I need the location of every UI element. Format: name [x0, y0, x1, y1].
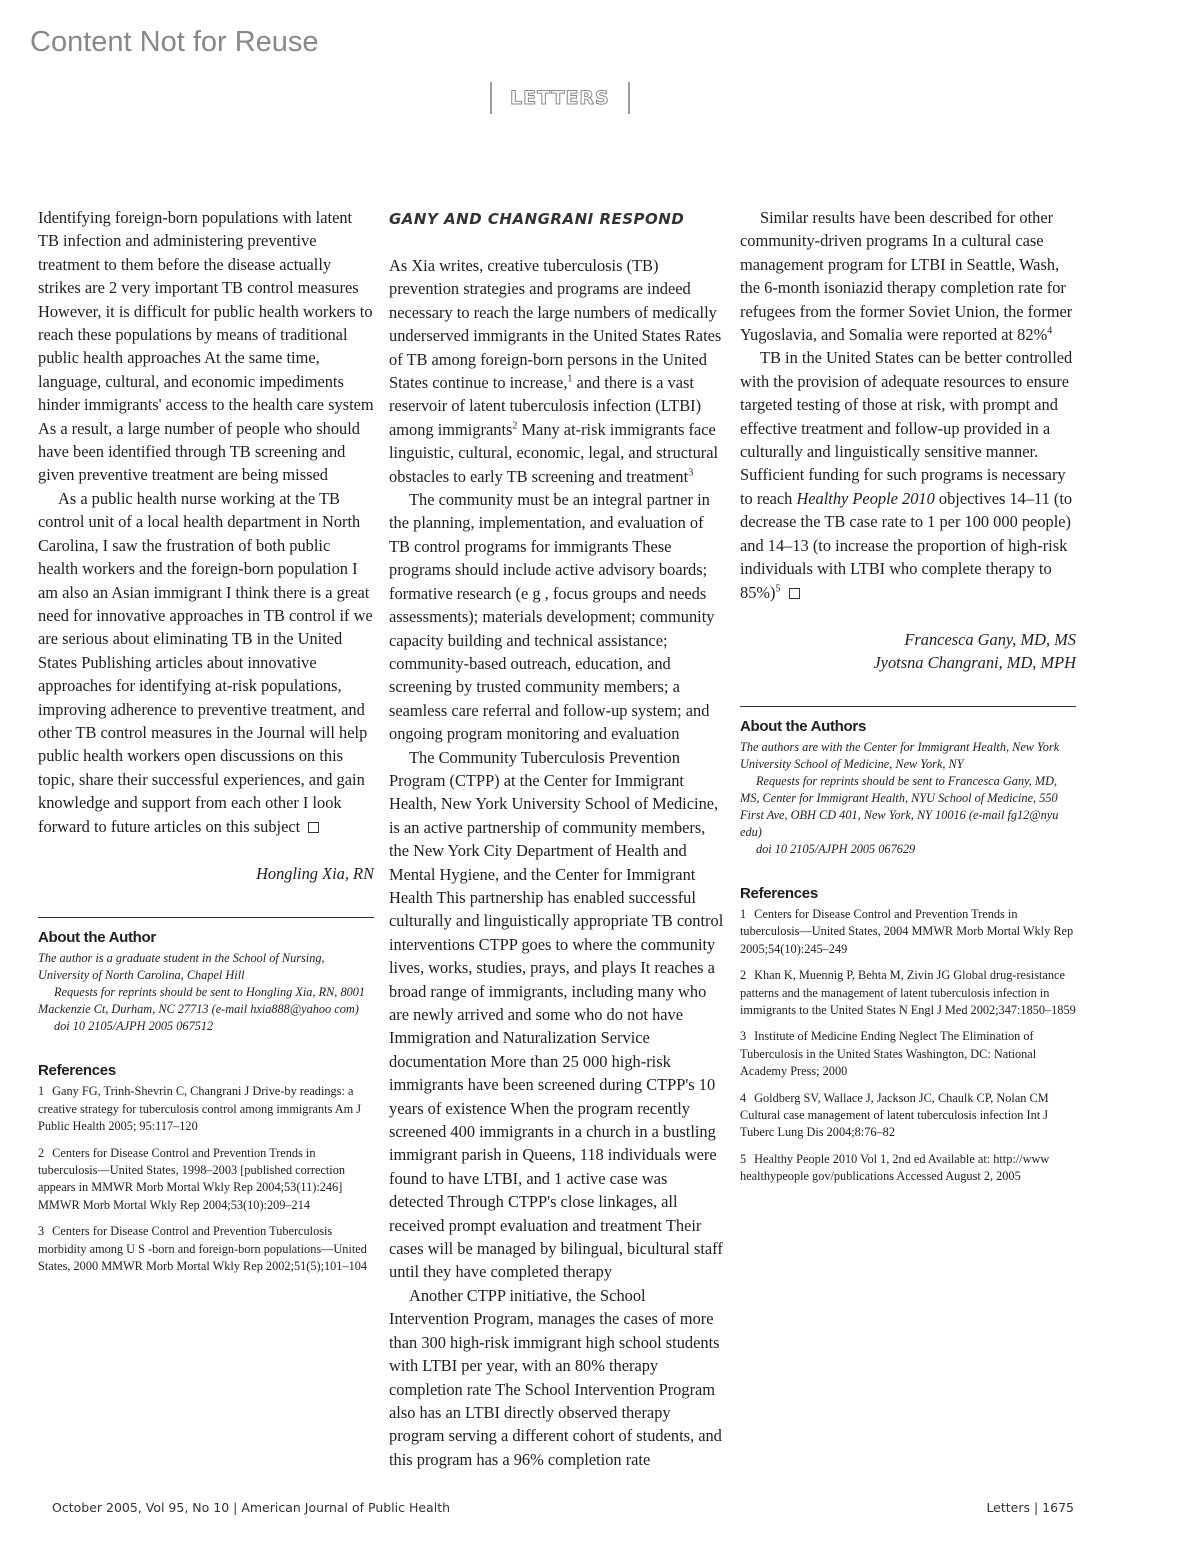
divider [38, 917, 374, 918]
about-authors-heading: About the Authors [740, 717, 866, 735]
about-authors-affiliation: The authors are with the Center for Immigrant Health, New York University School of Medicine, New York, NY [740, 739, 1060, 771]
letter-paragraph-1: Identifying foreign-born populations with latent TB infection and administering preventive treatment to them before the disease actually strikes are 2 very important TB control measures However, it is difficult for public health workers to reach these populations by means of traditional public health approaches At the same time, language, cultural, and economic impediments hinder immigrants' access to the health care system As a result, a large number of people who should have been identified through TB screening and given preventive treatment are being missed [38, 208, 374, 485]
end-of-article-icon [308, 822, 319, 833]
response-title: GANY AND CHANGRANI RESPOND [389, 210, 685, 228]
references-heading: References [38, 1062, 116, 1080]
reference-item: 2 Centers for Disease Control and Prevention Trends in tuberculosis—United States, 1998–2003 [published correction appears in MMWR Morb Mortal Wkly Rep 2004;53(11):246] MMWR Morb Mortal Wkly Rep 2004;53(10):209–214 [38, 1145, 346, 1212]
reference-item: 3 Centers for Disease Control and Prevention Tuberculosis morbidity among U S -born and foreign-born populations—United States, 2000 MMWR Morb Mortal Wkly Rep 2002;51(5);101–104 [38, 1224, 368, 1274]
about-author-affiliation: The author is a graduate student in the School of Nursing, University of North Carolina, Chapel Hill [38, 951, 325, 983]
letter-paragraph-2 [38, 487, 374, 838]
response-signature-gany: Francesca Gany, MD, MS [904, 629, 1076, 649]
reference-item: 5 Healthy People 2010 Vol 1, 2nd ed Available at: http://www healthypeople gov/publications Accessed August 2, 2005 [740, 1151, 1050, 1184]
references-heading: References [740, 884, 818, 902]
about-author-doi: doi 10 2105/AJPH 2005 067512 [54, 1019, 214, 1034]
footer-journal: October 2005, Vol 95, No 10 | American Journal of Public Health [52, 1500, 451, 1515]
response-signature-changrani: Jyotsna Changrani, MD, MPH [873, 652, 1076, 672]
reference-item: 3 Institute of Medicine Ending Neglect The Elimination of Tuberculosis in the United States Washington, DC: National Academy Press; 2000 [740, 1029, 1037, 1079]
about-author-heading: About the Author [38, 929, 156, 947]
reference-item: 2 Khan K, Muennig P, Behta M, Zivin JG Global drug-resistance patterns and the management of latent tuberculosis infection in immigrants to the United States N Engl J Med 2002;347:1850–1859 [740, 968, 1076, 1017]
letter-signature: Hongling Xia, RN [256, 863, 374, 883]
about-authors-doi: doi 10 2105/AJPH 2005 067629 [756, 841, 916, 856]
response-paragraph-4: Another CTPP initiative, the School Intervention Program, manages the cases of more than 300 high-risk immigrant high school students with LTBI per year, with an 80% therapy completion rate The School Intervention Program also has an LTBI directly observed therapy program serving a different cohort of students, and this program has a 96% completion rate [389, 1285, 722, 1469]
reference-item: 1 Centers for Disease Control and Prevention Trends in tuberculosis—United States, 2004 MMWR Morb Mortal Wkly Rep 2005;54(10):245–249 [740, 906, 1074, 956]
response-column-2 [740, 206, 1076, 1195]
response-signatures [740, 628, 1076, 674]
reference-item: 1 Gany FG, Trinh-Shevrin C, Changrani J Drive-by readings: a creative strategy for tuberculosis control among immigrants Am J Public Health 2005; 95:117–120 [38, 1084, 362, 1134]
about-authors-reprints: Requests for reprints should be sent to Francesca Gany, MD, MS, Center for Immigrant Health, NYU School of Medicine, 550 First Ave, OBH CD 401, New York, NY 10016 (e-mail fg12@nyu edu) [740, 773, 1059, 839]
end-of-article-icon [789, 588, 800, 599]
response-paragraph-2: The community must be an integral partner in the planning, implementation, and evaluation of TB control programs for immigrants These programs should include active advisory boards; formative research (e g , focus groups and needs assessments); materials development; community capacity building and technical assistance; community-based outreach, education, and screening by trusted community members; a seamless care referral and follow-up system; and ongoing program monitoring and evaluation [389, 490, 715, 744]
about-authors [740, 739, 1076, 858]
section-label: LETTERS [490, 82, 630, 114]
letter-paragraph-2-text: As a public health nurse working at the TB control unit of a local health department in North Carolina, I saw the frustration of both public health workers and the foreign-born population I am also an Asian immigrant I think there is a great need for innovative approaches in TB control if we are serious about eliminating TB in the United States Publishing articles about innovative approaches for identifying at-risk populations, improving adherence to preventive treatment, and other TB control measures in the Journal will help public health workers open discussions on this topic, share their successful experiences, and gain knowledge and support from each other I look forward to future articles on this subject [38, 488, 373, 836]
response-paragraph-6: TB in the United States can be better controlled with the provision of adequate resources to ensure targeted testing of those at risk, with prompt and effective treatment and follow-up provided in a culturally and linguistically sensitive manner. Sufficient funding for such programs is necessary to reach Healthy People 2010 objectives 14–11 (to decrease the TB case rate to 1 per 100 000 people) and 14–13 (to increase the proportion of high-risk individuals with LTBI who complete therapy to 85%)$^5$ [740, 348, 1073, 602]
response-column-1 [389, 206, 725, 1471]
watermark: Content Not for Reuse [30, 26, 319, 58]
about-author [38, 950, 374, 1035]
reference-item: 4 Goldberg SV, Wallace J, Jackson JC, Chaulk CP, Nolan CM Cultural case management of latent tuberculosis infection Int J Tuberc Lung Dis 2004;8:76–82 [740, 1090, 1049, 1140]
footer-page: Letters | 1675 [986, 1500, 1074, 1515]
about-author-reprints: Requests for reprints should be sent to Hongling Xia, RN, 8001 Mackenzie Ct, Durham, NC 27713 (e-mail hxia888@yahoo com) [38, 985, 366, 1017]
letter-column [38, 206, 374, 1284]
divider [740, 706, 1076, 707]
response-paragraph-3: The Community Tuberculosis Prevention Program (CTPP) at the Center for Immigrant Health, New York University School of Medicine, is an active partnership of community members, the New York City Department of Health and Mental Hygiene, and the Center for Immigrant Health This partnership has enabled successful culturally and linguistically appropriate TB control interventions CTPP goes to where the community lives, works, studies, prays, and plays It reaches a broad range of immigrants, including many who are newly arrived and some who do not have Immigration and Naturalization Service documentation More than 25 000 high-risk immigrants have been screened during CTPP's 10 years of existence When the program recently screened 400 immigrants in a church in a bustling immigrant parish in Queens, 118 individuals were found to have LTBI, and 1 active case was detected Through CTPP's close linkages, all received prompt evaluation and treatment Their cases will be managed by bilingual, bicultural staff until they have completed therapy [389, 747, 724, 1282]
response-paragraph-5: Similar results have been described for other community-driven programs In a cultural case management program for LTBI in Seattle, Wash, the 6-month isoniazid therapy completion rate for refugees from the former Soviet Union, the former Yugoslavia, and Somalia were reported at 82%$^4$ [740, 208, 1073, 345]
response-paragraph-1: As Xia writes, creative tuberculosis (TB) prevention strategies and programs are indeed necessary to reach the large numbers of medically underserved immigrants in the United States Rates of TB among foreign-born persons in the United States continue to increase,$^1$ and there is a vast reservoir of latent tuberculosis infection (LTBI) among immigrants$^2$ Many at-risk immigrants face linguistic, cultural, economic, legal, and structural obstacles to early TB screening and treatment$^3$ [389, 256, 722, 486]
